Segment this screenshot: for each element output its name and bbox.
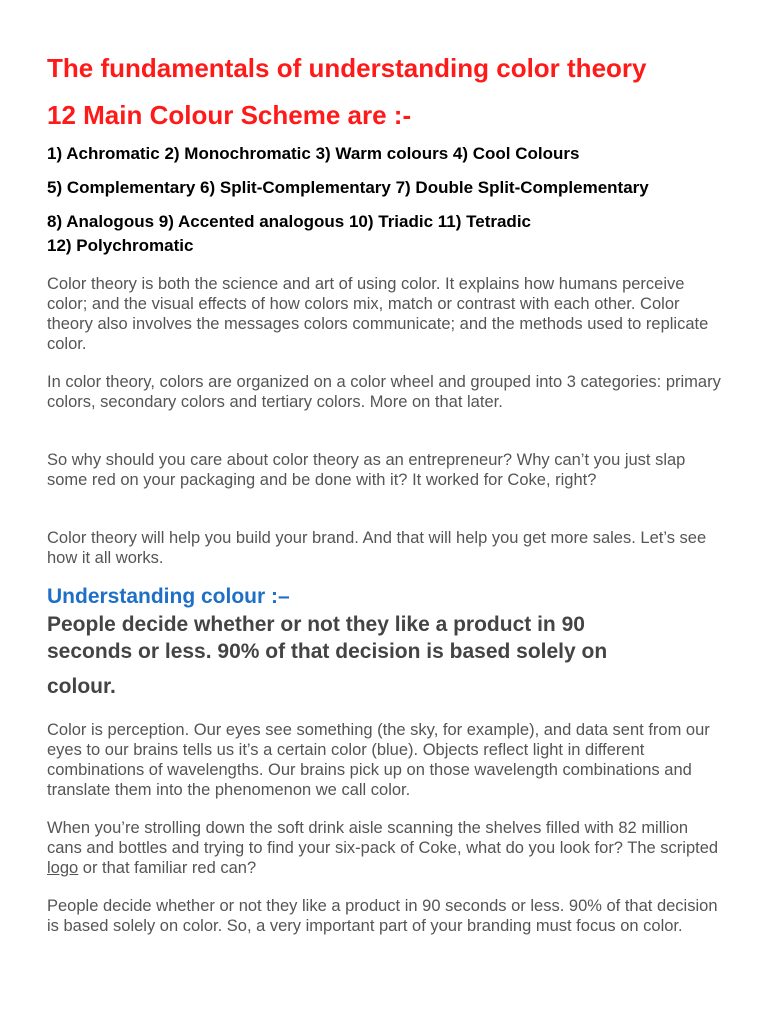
paragraph-color-perception: Color is perception. Our eyes see something (the sky, for example), and data sent from our eyes to our brains tells us it’s a certain color (blue). Objects reflect light in different combinations of wavelengths. Our brains pick up on those wavelength combinations and translate them into the phenomenon we call color.	[47, 721, 710, 799]
logo-link[interactable]: logo	[47, 859, 79, 877]
paragraph-decision-time: People decide whether or not they like a product in 90 seconds or less. 90% of that decision is based solely on color. So, a very important part of your branding must focus on color.	[47, 897, 718, 935]
paragraph-color-theory-intro: Color theory is both the science and art of using color. It explains how humans perceive color; and the visual effects of how colors mix, match or contrast with each other. Color theory also involves the messages colors communicate; and the methods used to replicate color.	[47, 275, 709, 353]
callout-line-3: colour.	[47, 675, 116, 698]
paragraph-soft-drink-aisle	[47, 818, 727, 878]
paragraph-why-care: So why should you care about color theory as an entrepreneur? Why can’t you just slap some red on your packaging and be done with it? It worked for Coke, right?	[47, 451, 686, 489]
paragraph-soft-drink-text-start: When you’re strolling down the soft drink aisle scanning the shelves filled with 82 million cans and bottles and trying to find your six-pack of Coke, what do you look for? The scripted	[47, 819, 719, 857]
paragraph-build-brand: Color theory will help you build your brand. And that will help you get more sales. Let’s see how it all works.	[47, 529, 707, 567]
paragraph-color-wheel: In color theory, colors are organized on a color wheel and grouped into 3 categories: primary colors, secondary colors and tertiary colors. More on that later.	[47, 373, 721, 411]
callout-line-1: People decide whether or not they like a product in 90	[47, 613, 585, 636]
scheme-list-line-3: 8) Analogous 9) Accented analogous 10) Triadic 11) Tetradic	[47, 212, 531, 231]
document-title: The fundamentals of understanding color theory	[47, 53, 647, 83]
scheme-list-line-1: 1) Achromatic 2) Monochromatic 3) Warm colours 4) Cool Colours	[47, 144, 580, 163]
understanding-colour-heading: Understanding colour :–	[47, 585, 290, 608]
paragraph-soft-drink-text-end: or that familiar red can?	[78, 859, 257, 877]
scheme-list-line-2: 5) Complementary 6) Split-Complementary 7) Double Split-Complementary	[47, 178, 649, 197]
scheme-list-line-4: 12) Polychromatic	[47, 236, 194, 255]
callout-line-2: seconds or less. 90% of that decision is based solely on	[47, 640, 608, 663]
scheme-subtitle: 12 Main Colour Scheme are :-	[47, 100, 412, 130]
